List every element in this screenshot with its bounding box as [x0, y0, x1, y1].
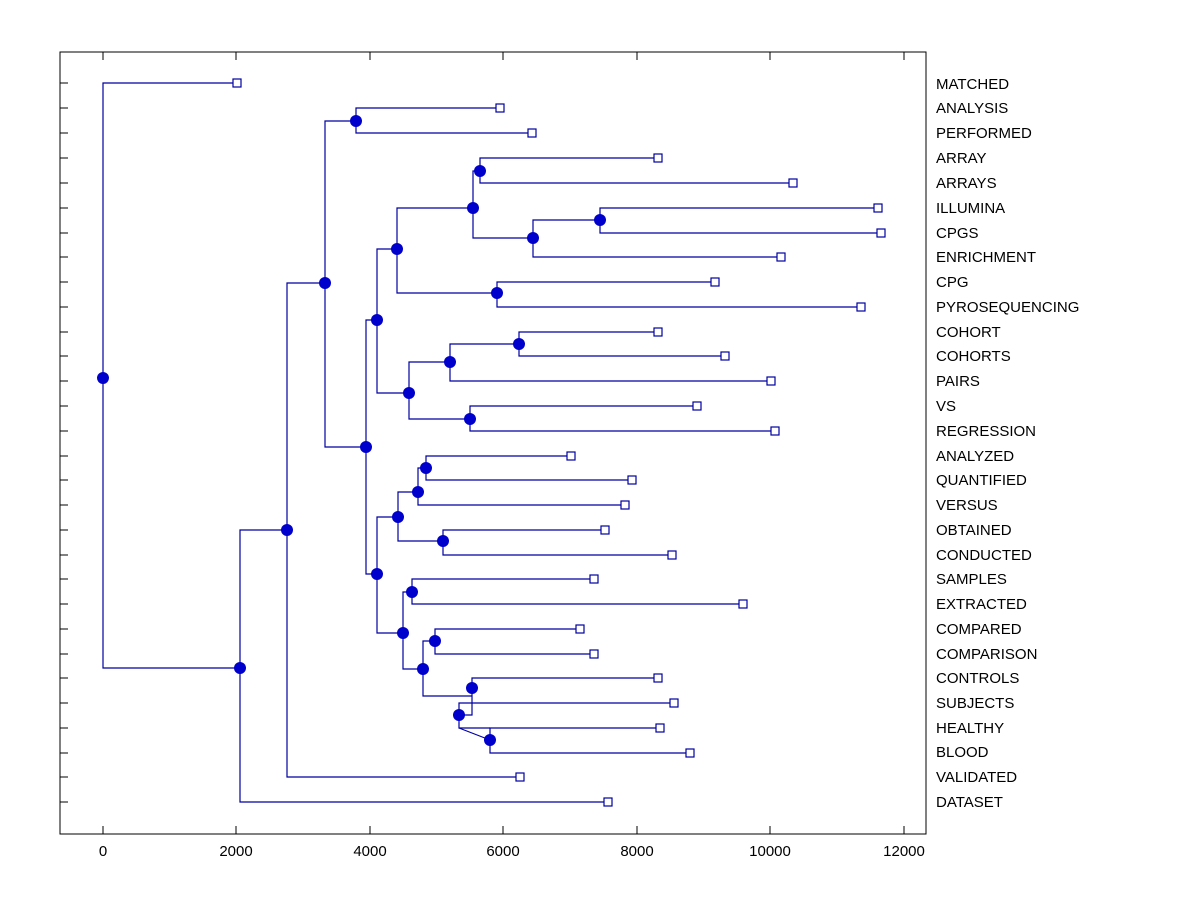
leaf-label-cpg: CPG: [936, 274, 969, 291]
x-tick-label-0: 0: [98, 843, 108, 860]
leaf-marker: [721, 352, 729, 360]
node-marker: [350, 115, 362, 127]
leaf-label-analysis: ANALYSIS: [936, 100, 1009, 117]
leaf-label-pairs: PAIRS: [936, 373, 980, 390]
node-marker: [360, 441, 372, 453]
node-marker: [429, 635, 441, 647]
leaf-marker: [590, 575, 598, 583]
node-marker: [281, 524, 293, 536]
leaf-marker: [668, 551, 676, 559]
leaf-label-cohorts: COHORTS: [936, 348, 1011, 365]
leaf-marker: [739, 600, 747, 608]
leaf-marker: [877, 229, 885, 237]
leaf-marker: [789, 179, 797, 187]
leaf-label-illumina: ILLUMINA: [936, 200, 1006, 217]
leaf-label-obtained: OBTAINED: [936, 522, 1012, 539]
leaf-marker: [654, 154, 662, 162]
leaf-marker: [777, 253, 785, 261]
x-tick-label-2000: 2000: [219, 843, 253, 860]
x-tick-label-8000: 8000: [620, 843, 654, 860]
leaf-marker: [567, 452, 575, 460]
leaf-label-subjects: SUBJECTS: [936, 695, 1015, 712]
leaf-marker: [604, 798, 612, 806]
x-tick-label-6000: 6000: [486, 843, 520, 860]
node-marker: [467, 202, 479, 214]
node-marker: [466, 682, 478, 694]
node-marker: [234, 662, 246, 674]
leaf-marker: [656, 724, 664, 732]
node-marker: [417, 663, 429, 675]
node-marker: [527, 232, 539, 244]
node-marker: [464, 413, 476, 425]
node-marker: [319, 277, 331, 289]
leaf-marker: [857, 303, 865, 311]
leaf-marker: [628, 476, 636, 484]
leaf-marker: [711, 278, 719, 286]
leaf-marker: [670, 699, 678, 707]
leaf-label-blood: BLOOD: [936, 744, 989, 761]
leaf-label-regression: REGRESSION: [936, 423, 1037, 440]
node-marker: [453, 709, 465, 721]
leaf-label-compared: COMPARED: [936, 621, 1022, 638]
leaf-marker: [590, 650, 598, 658]
leaf-marker: [654, 674, 662, 682]
leaf-marker: [654, 328, 662, 336]
leaf-label-pyrosequencing: PYROSEQUENCING: [936, 299, 1080, 316]
leaf-label-versus: VERSUS: [936, 497, 998, 514]
node-marker: [391, 243, 403, 255]
leaf-marker: [693, 402, 701, 410]
leaf-label-extracted: EXTRACTED: [936, 596, 1027, 613]
leaf-marker: [528, 129, 536, 137]
node-marker: [371, 314, 383, 326]
leaf-label-samples: SAMPLES: [936, 571, 1007, 588]
node-marker: [444, 356, 456, 368]
node-marker: [484, 734, 496, 746]
node-marker: [474, 165, 486, 177]
node-marker: [371, 568, 383, 580]
node-marker: [513, 338, 525, 350]
leaf-label-cpgs: CPGS: [936, 225, 979, 242]
node-marker: [594, 214, 606, 226]
leaf-label-cohort: COHORT: [936, 324, 1001, 341]
leaf-marker: [576, 625, 584, 633]
leaf-label-array: ARRAY: [936, 150, 987, 167]
node-marker: [491, 287, 503, 299]
leaf-label-performed: PERFORMED: [936, 125, 1032, 142]
leaf-label-enrichment: ENRICHMENT: [936, 249, 1036, 266]
leaf-marker: [686, 749, 694, 757]
leaf-marker: [516, 773, 524, 781]
leaf-marker: [601, 526, 609, 534]
node-marker: [397, 627, 409, 639]
leaf-marker: [233, 79, 241, 87]
x-tick-label-4000: 4000: [353, 843, 387, 860]
node-marker: [437, 535, 449, 547]
leaf-label-conducted: CONDUCTED: [936, 547, 1032, 564]
leaf-label-comparison: COMPARISON: [936, 646, 1038, 663]
leaf-marker: [767, 377, 775, 385]
node-marker: [403, 387, 415, 399]
leaf-label-validated: VALIDATED: [936, 769, 1018, 786]
leaf-marker: [621, 501, 629, 509]
leaf-label-vs: VS: [936, 398, 957, 415]
x-tick-label-10000: 10000: [749, 843, 791, 860]
leaf-marker: [496, 104, 504, 112]
leaf-label-arrays: ARRAYS: [936, 175, 997, 192]
leaf-label-controls: CONTROLS: [936, 670, 1020, 687]
node-marker: [412, 486, 424, 498]
leaf-label-matched: MATCHED: [936, 76, 1010, 93]
plot-frame: [60, 52, 926, 834]
leaf-label-quantified: QUANTIFIED: [936, 472, 1027, 489]
node-marker: [420, 462, 432, 474]
leaf-label-analyzed: ANALYZED: [936, 448, 1015, 465]
leaf-marker: [874, 204, 882, 212]
node-marker: [392, 511, 404, 523]
leaf-label-dataset: DATASET: [936, 794, 1003, 811]
leaf-marker: [771, 427, 779, 435]
x-tick-label-12000: 12000: [883, 843, 925, 860]
node-marker-root: [97, 372, 109, 384]
leaf-label-healthy: HEALTHY: [936, 720, 1005, 737]
node-marker: [406, 586, 418, 598]
